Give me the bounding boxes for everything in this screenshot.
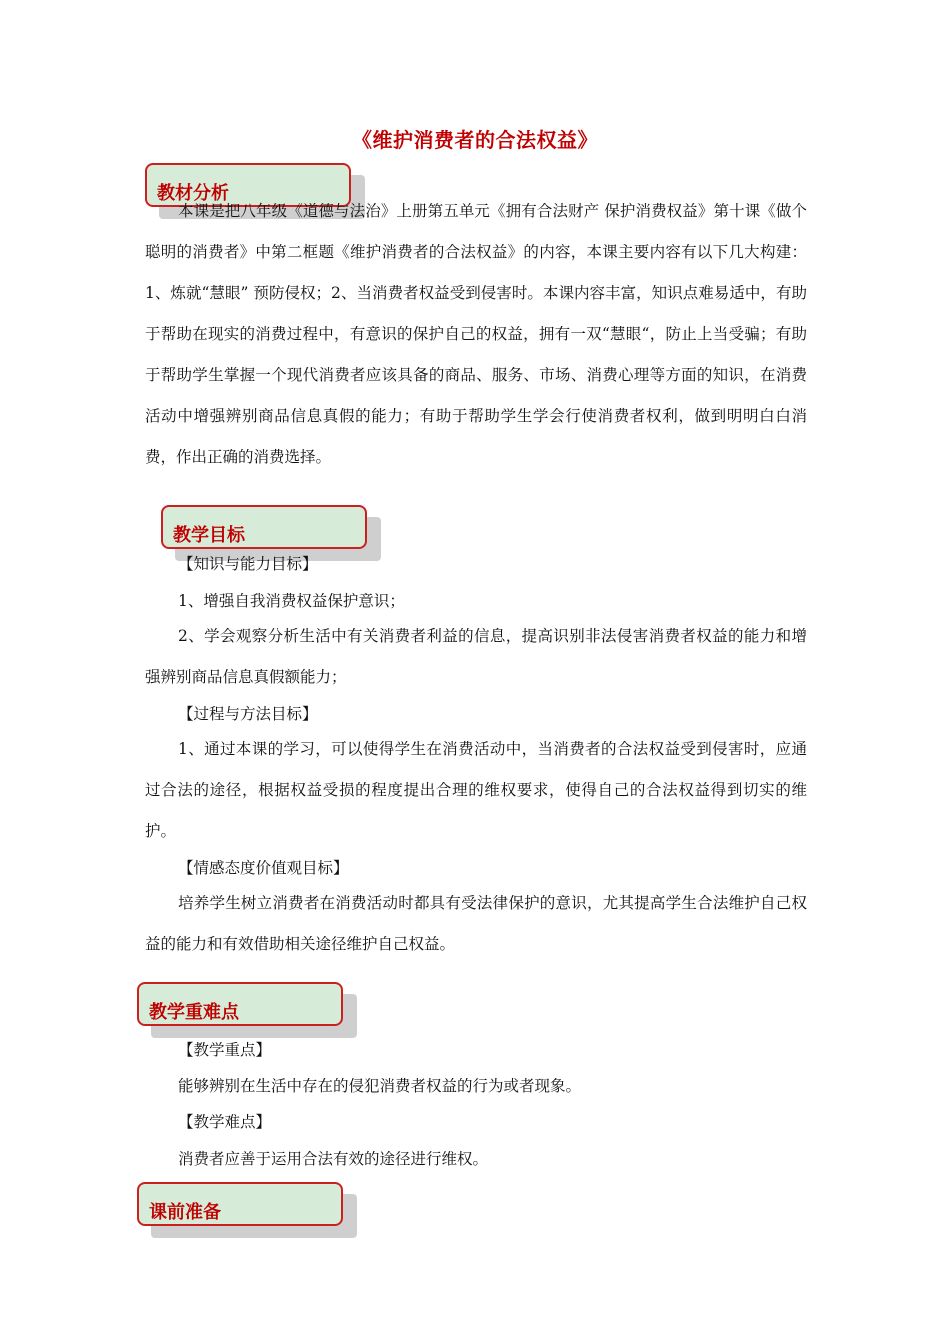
section-badge-goals [161,505,367,549]
page-title: 《维护消费者的合法权益》 [352,128,598,152]
section-heading-prep: 课前准备 [149,1202,221,1223]
section-heading-keypoints: 教学重难点 [149,1002,239,1023]
difficulty-text: 消费者应善于运用合法有效的途径进行维权。 [178,1150,489,1168]
section-badge-keypoints [137,982,343,1026]
section-badge-prep [137,1182,343,1226]
section-heading-goals: 教学目标 [173,525,245,546]
difficulty-label: 【教学难点】 [178,1113,272,1131]
focus-label: 【教学重点】 [178,1041,272,1059]
emotion-label: 【情感态度价值观目标】 [178,859,349,877]
knowledge-label: 【知识与能力目标】 [178,555,318,573]
emotion-text: 培养学生树立消费者在消费活动时都具有受法律保护的意识，尤其提高学生合法维护自己权益的能力和有效借助相关途径维护自己权益。 [145,894,807,953]
section-heading-analysis: 教材分析 [157,183,229,204]
process-label: 【过程与方法目标】 [178,705,318,723]
knowledge-item-2: 2、学会观察分析生活中有关消费者利益的信息，提高识别非法侵害消费者权益的能力和增强辨别商品信息真假额能力； [145,627,807,686]
focus-text: 能够辨别在生活中存在的侵犯消费者权益的行为或者现象。 [178,1077,582,1095]
process-item-1: 1、通过本课的学习，可以使得学生在消费活动中，当消费者的合法权益受到侵害时，应通过合法的途径，根据权益受损的程度提出合理的维权要求，使得自己的合法权益得到切实的维护。 [145,740,807,840]
analysis-paragraph: 本课是把八年级《道德与法治》上册第五单元《拥有合法财产 保护消费权益》第十课《做个聪明的消费者》中第二框题《维护消费者的合法权益》的内容，本课主要内容有以下几大构建：1、炼就“慧眼” 预防侵权；2、当消费者权益受到侵害时。本课内容丰富，知识点难易适中，有助于帮助在现实的消费过程中，有意识的保护自己的权益，拥有一双“慧眼“，防止上当受骗；有助于帮助学生掌握一个现代消费者应该具备的商品、服务、市场、消费心理等方面的知识，在消费活动中增强辨别商品信息真假的能力；有助于帮助学生学会行使消费者权利，做到明明白白消费，作出正确的消费选择。 [145,202,807,466]
knowledge-item-1: 1、增强自我消费权益保护意识； [178,592,405,610]
